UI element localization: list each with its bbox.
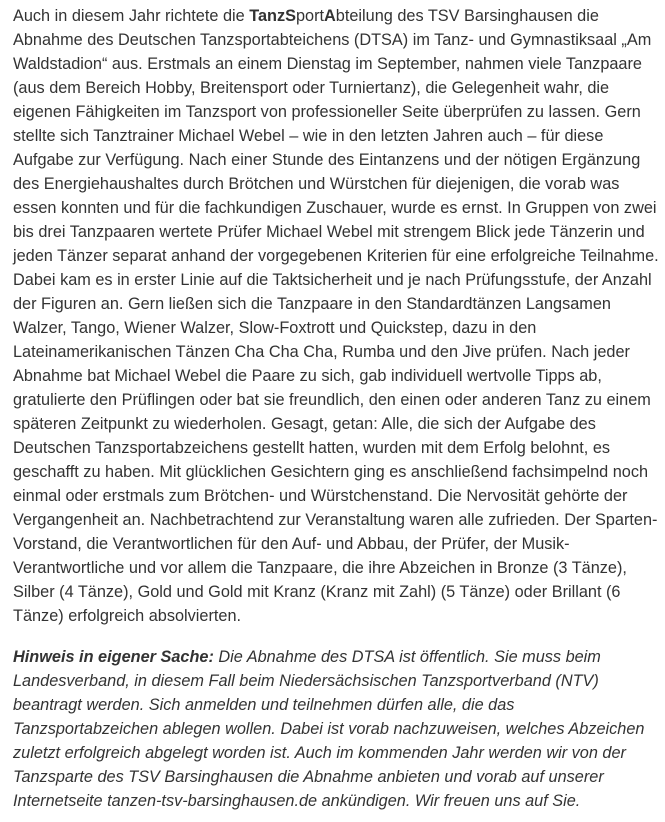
notice-paragraph xyxy=(13,645,659,813)
brand-plain-bteilung: bteilung xyxy=(335,7,393,25)
report-text-lead: Auch in diesem Jahr richtete die xyxy=(13,7,250,25)
report-text-body: des TSV Barsinghausen die Abnahme des Deutschen Tanzsportabteichens (DTSA) im Tanz- und Gymnastiksaal „Am Waldstadion“ aus. Erstmals an einem Dienstag im September, nahmen viele Tanzpaare (aus dem Bereich Hobby, Breitensport oder Turniertanz), die Gelegenheit wahr, die eigenen Fähigkeiten im Tanzsport von professioneller Seite überprüfen zu lassen. Gern stellte sich Tanztrainer Michael Webel – wie in den letzten Jahren auch – für diese Aufgabe zur Verfügung. Nach einer Stunde des Eintanzens und der nötigen Ergänzung des Energiehaushaltes durch Brötchen und Würstchen für diejenigen, die vorab was essen konnten und für die fachkundigen Zuschauer, wurde es ernst. In Gruppen von zwei bis drei Tanzpaaren wertete Prüfer Michael Webel mit strengem Blick jede Tänzerin und jeden Tänzer separat anhand der vorgegebenen Kriterien für eine erfolgreiche Teilnahme. Dabei kam es in erster Linie auf die Taktsicherheit und je nach Prüfungsstufe, der Anzahl der Figuren an. Gern ließen sich die Tanzpaare in den Standardtänzen Langsamen Walzer, Tango, Wiener Walzer, Slow-Foxtrott und Quickstep, dazu in den Lateinamerikanischen Tänzen Cha Cha Cha, Rumba und den Jive prüfen. Nach jeder Abnahme bat Michael Webel die Paare zu sich, gab individuell wertvolle Tipps ab, gratulierte den Prüflingen oder bat sie freundlich, den einen oder anderen Tanz zu einem späteren Zeitpunkt zu wiederholen. Gesagt, getan: Alle, die sich der Aufgabe des Deutschen Tanzsportabzeichens gestellt hatten, wurden mit dem Erfolg belohnt, es geschafft zu haben. Mit glücklichen Gesichtern ging es anschließend fachsimpelnd noch einmal oder erstmals zum Brötchen- und Würstchenstand. Die Nervosität gehörte der Vergangenheit an. Nachbetrachtend zur Veranstaltung waren alle zufrieden. Der Sparten-Vorstand, die Verantwortlichen für den Auf- und Abbau, der Prüfer, der Musik-Verantwortliche und vor allem die Tanzpaare, die ihre Abzeichen in Bronze (3 Tänze), Silber (4 Tänze), Gold und Gold mit Kranz (Kranz mit Zahl) (5 Tänze) oder Brillant (6 Tänze) erfolgreich absolvierten. xyxy=(13,7,659,625)
report-paragraph xyxy=(13,4,659,628)
brand-plain-port: port xyxy=(295,7,325,25)
brand-bold-a: A xyxy=(324,7,336,25)
notice-text: Die Abnahme des DTSA ist öffentlich. Sie muss beim Landesverband, in diesem Fall beim Niedersächsischen Tanzsportverband (NTV) beantragt werden. Sich anmelden und teilnehmen dürfen alle, die das Tanzsportabzeichen ablegen wollen. Dabei ist vorab nachzuweisen, welches Abzeichen zuletzt erfolgreich abgelegt worden ist. Auch im kommenden Jahr werden wir von der Tanzsparte des TSV Barsinghausen die Abnahme anbieten und vorab auf unserer Internetseite tanzen-tsv-barsinghausen.de ankündigen. Wir freuen uns auf Sie. xyxy=(13,648,645,810)
brand-bold-tanzs: TanzS xyxy=(249,7,296,25)
notice-label: Hinweis in eigener Sache: xyxy=(13,648,214,666)
